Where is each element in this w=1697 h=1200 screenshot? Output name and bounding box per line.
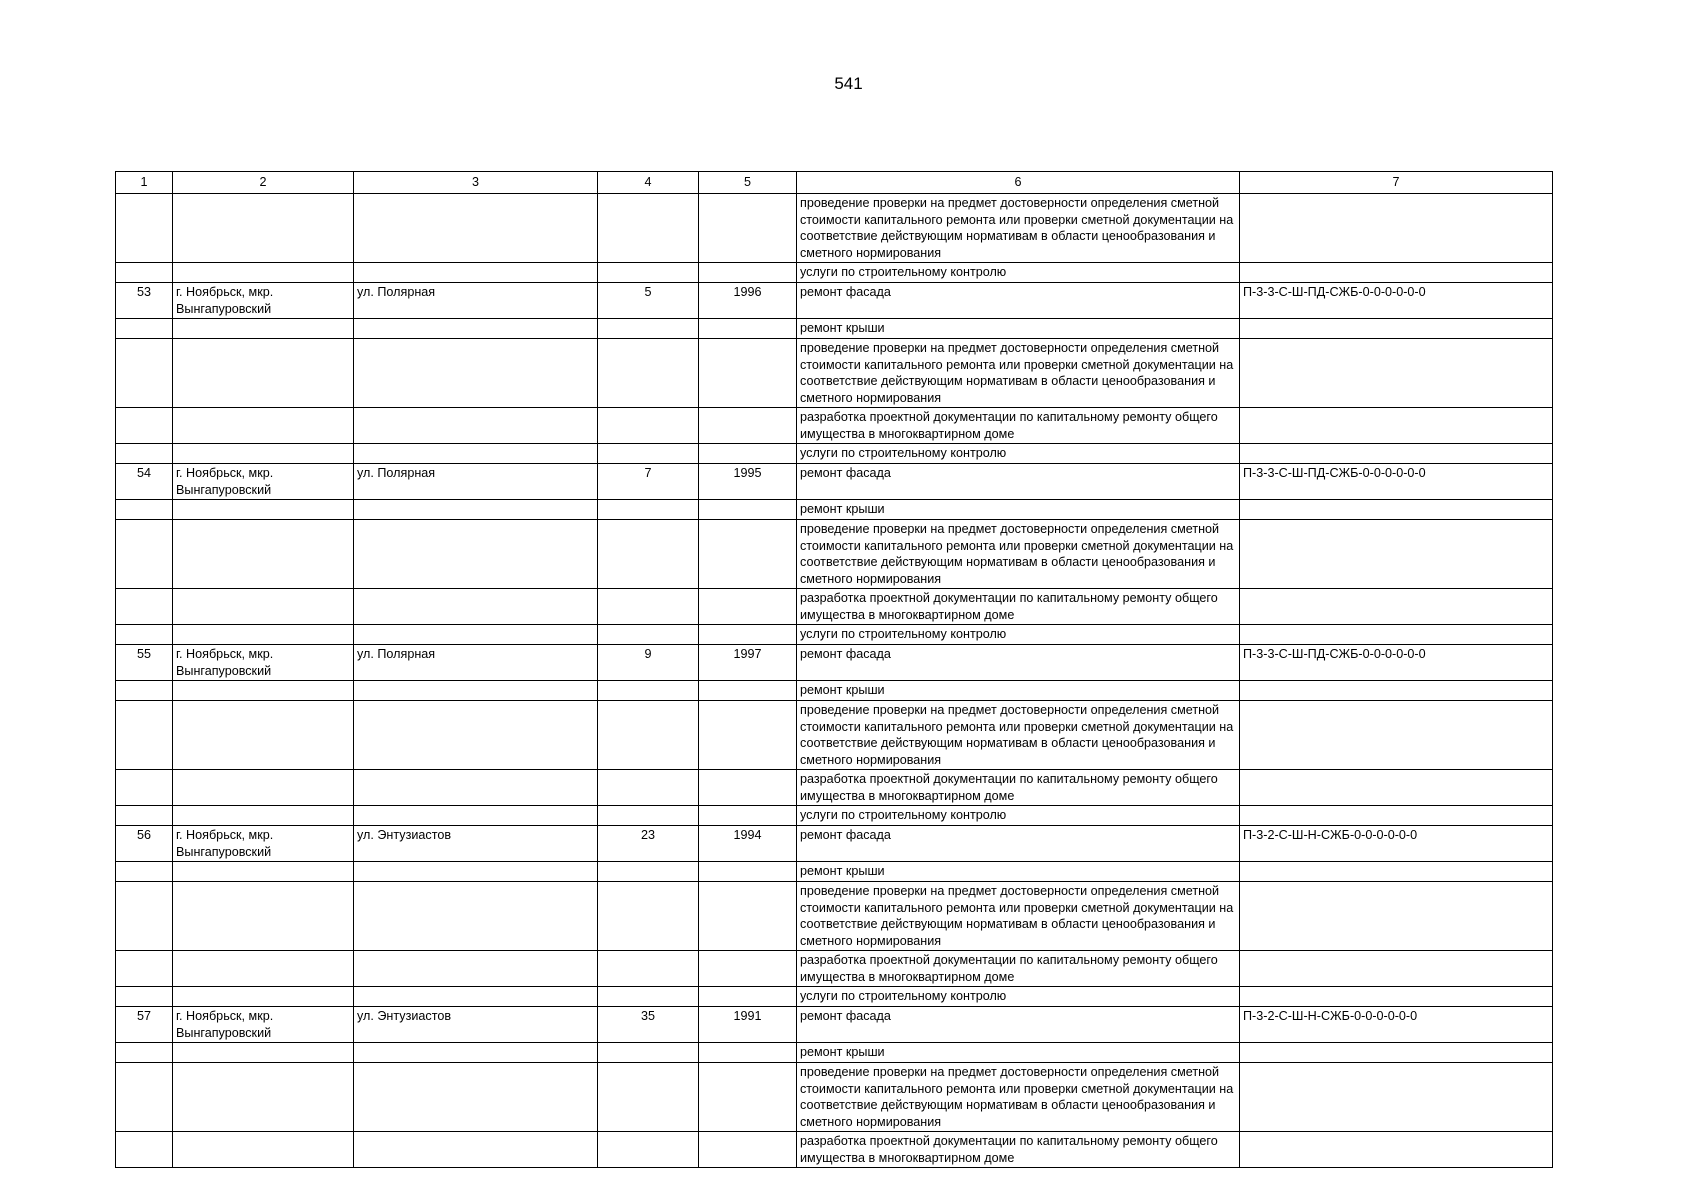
street-cell bbox=[354, 1132, 598, 1168]
column-header-5: 5 bbox=[699, 172, 797, 194]
building-code-cell bbox=[1240, 1132, 1553, 1168]
table-row bbox=[116, 862, 1553, 882]
house-number-cell: 5 bbox=[598, 283, 699, 319]
building-code-cell: П-3-2-С-Ш-Н-СЖБ-0-0-0-0-0-0 bbox=[1240, 1007, 1553, 1043]
row-number-cell bbox=[116, 1043, 173, 1063]
table-row bbox=[116, 625, 1553, 645]
building-code-cell bbox=[1240, 520, 1553, 589]
table-row bbox=[116, 681, 1553, 701]
row-number-cell bbox=[116, 319, 173, 339]
building-code-cell bbox=[1240, 625, 1553, 645]
table-row bbox=[116, 589, 1553, 625]
street-cell bbox=[354, 770, 598, 806]
locality-cell bbox=[173, 862, 354, 882]
build-year-cell bbox=[699, 520, 797, 589]
table-row bbox=[116, 770, 1553, 806]
build-year-cell bbox=[699, 882, 797, 951]
street-cell: ул. Энтузиастов bbox=[354, 826, 598, 862]
work-type-cell: ремонт фасада bbox=[797, 283, 1240, 319]
house-number-cell bbox=[598, 500, 699, 520]
house-number-cell bbox=[598, 862, 699, 882]
repair-schedule-table bbox=[115, 171, 1553, 1168]
column-header-2: 2 bbox=[173, 172, 354, 194]
building-code-cell bbox=[1240, 408, 1553, 444]
row-number-cell: 55 bbox=[116, 645, 173, 681]
building-code-cell bbox=[1240, 882, 1553, 951]
work-type-cell: разработка проектной документации по капитальному ремонту общего имущества в многоквартирном доме bbox=[797, 1132, 1240, 1168]
street-cell bbox=[354, 444, 598, 464]
work-type-cell: разработка проектной документации по капитальному ремонту общего имущества в многоквартирном доме bbox=[797, 951, 1240, 987]
locality-cell: г. Ноябрьск, мкр. Вынгапуровский bbox=[173, 645, 354, 681]
build-year-cell: 1995 bbox=[699, 464, 797, 500]
house-number-cell bbox=[598, 319, 699, 339]
build-year-cell bbox=[699, 194, 797, 263]
house-number-cell bbox=[598, 681, 699, 701]
house-number-cell: 7 bbox=[598, 464, 699, 500]
house-number-cell bbox=[598, 770, 699, 806]
row-number-cell bbox=[116, 444, 173, 464]
build-year-cell bbox=[699, 339, 797, 408]
house-number-cell bbox=[598, 1132, 699, 1168]
build-year-cell bbox=[699, 1043, 797, 1063]
street-cell bbox=[354, 681, 598, 701]
building-code-cell bbox=[1240, 951, 1553, 987]
row-number-cell: 57 bbox=[116, 1007, 173, 1043]
column-header-3: 3 bbox=[354, 172, 598, 194]
build-year-cell bbox=[699, 625, 797, 645]
locality-cell bbox=[173, 589, 354, 625]
building-code-cell bbox=[1240, 1063, 1553, 1132]
house-number-cell: 23 bbox=[598, 826, 699, 862]
build-year-cell bbox=[699, 951, 797, 987]
house-number-cell: 35 bbox=[598, 1007, 699, 1043]
row-number-cell bbox=[116, 589, 173, 625]
work-type-cell: ремонт фасада bbox=[797, 464, 1240, 500]
work-type-cell: проведение проверки на предмет достоверности определения сметной стоимости капитального ремонта или проверки сметной документации на соответствие действующим нормативам в области ценообразования и сметного нормирования bbox=[797, 701, 1240, 770]
locality-cell bbox=[173, 520, 354, 589]
street-cell bbox=[354, 701, 598, 770]
build-year-cell bbox=[699, 500, 797, 520]
street-cell bbox=[354, 520, 598, 589]
house-number-cell bbox=[598, 1043, 699, 1063]
row-number-cell bbox=[116, 862, 173, 882]
table-row bbox=[116, 645, 1553, 681]
build-year-cell bbox=[699, 701, 797, 770]
building-code-cell bbox=[1240, 770, 1553, 806]
column-header-1: 1 bbox=[116, 172, 173, 194]
locality-cell bbox=[173, 770, 354, 806]
row-number-cell bbox=[116, 408, 173, 444]
locality-cell bbox=[173, 625, 354, 645]
locality-cell bbox=[173, 951, 354, 987]
house-number-cell bbox=[598, 1063, 699, 1132]
building-code-cell bbox=[1240, 444, 1553, 464]
table-row bbox=[116, 701, 1553, 770]
build-year-cell bbox=[699, 589, 797, 625]
table-row bbox=[116, 194, 1553, 263]
build-year-cell bbox=[699, 806, 797, 826]
build-year-cell: 1997 bbox=[699, 645, 797, 681]
house-number-cell bbox=[598, 987, 699, 1007]
build-year-cell bbox=[699, 1132, 797, 1168]
page-number: 541 bbox=[834, 74, 863, 93]
row-number-cell bbox=[116, 1132, 173, 1168]
street-cell: ул. Полярная bbox=[354, 645, 598, 681]
row-number-cell bbox=[116, 806, 173, 826]
build-year-cell bbox=[699, 681, 797, 701]
street-cell bbox=[354, 408, 598, 444]
table-row bbox=[116, 500, 1553, 520]
building-code-cell bbox=[1240, 681, 1553, 701]
building-code-cell bbox=[1240, 319, 1553, 339]
house-number-cell bbox=[598, 194, 699, 263]
build-year-cell bbox=[699, 263, 797, 283]
table-row bbox=[116, 283, 1553, 319]
table-row bbox=[116, 987, 1553, 1007]
building-code-cell: П-3-3-С-Ш-ПД-СЖБ-0-0-0-0-0-0 bbox=[1240, 283, 1553, 319]
building-code-cell bbox=[1240, 589, 1553, 625]
work-type-cell: проведение проверки на предмет достоверности определения сметной стоимости капитального ремонта или проверки сметной документации на соответствие действующим нормативам в области ценообразования и сметного нормирования bbox=[797, 882, 1240, 951]
street-cell: ул. Энтузиастов bbox=[354, 1007, 598, 1043]
work-type-cell: проведение проверки на предмет достоверности определения сметной стоимости капитального ремонта или проверки сметной документации на соответствие действующим нормативам в области ценообразования и сметного нормирования bbox=[797, 1063, 1240, 1132]
table-row bbox=[116, 806, 1553, 826]
building-code-cell bbox=[1240, 194, 1553, 263]
table-row bbox=[116, 1063, 1553, 1132]
column-header-4: 4 bbox=[598, 172, 699, 194]
locality-cell bbox=[173, 1063, 354, 1132]
street-cell bbox=[354, 1063, 598, 1132]
row-number-cell bbox=[116, 951, 173, 987]
house-number-cell bbox=[598, 408, 699, 444]
work-type-cell: услуги по строительному контролю bbox=[797, 806, 1240, 826]
house-number-cell bbox=[598, 806, 699, 826]
work-type-cell: разработка проектной документации по капитальному ремонту общего имущества в многоквартирном доме bbox=[797, 770, 1240, 806]
row-number-cell: 56 bbox=[116, 826, 173, 862]
street-cell bbox=[354, 862, 598, 882]
table-header bbox=[116, 172, 1553, 194]
table-row bbox=[116, 520, 1553, 589]
building-code-cell bbox=[1240, 701, 1553, 770]
house-number-cell bbox=[598, 701, 699, 770]
house-number-cell bbox=[598, 625, 699, 645]
house-number-cell bbox=[598, 589, 699, 625]
work-type-cell: ремонт фасада bbox=[797, 1007, 1240, 1043]
street-cell bbox=[354, 589, 598, 625]
work-type-cell: ремонт крыши bbox=[797, 500, 1240, 520]
table-body bbox=[116, 194, 1553, 1168]
work-type-cell: ремонт фасада bbox=[797, 826, 1240, 862]
house-number-cell bbox=[598, 882, 699, 951]
locality-cell bbox=[173, 408, 354, 444]
locality-cell: г. Ноябрьск, мкр. Вынгапуровский bbox=[173, 826, 354, 862]
row-number-cell bbox=[116, 987, 173, 1007]
row-number-cell: 53 bbox=[116, 283, 173, 319]
build-year-cell: 1996 bbox=[699, 283, 797, 319]
locality-cell bbox=[173, 339, 354, 408]
table-row bbox=[116, 951, 1553, 987]
header-row bbox=[116, 172, 1553, 194]
build-year-cell bbox=[699, 862, 797, 882]
table-row bbox=[116, 444, 1553, 464]
building-code-cell bbox=[1240, 987, 1553, 1007]
row-number-cell: 54 bbox=[116, 464, 173, 500]
table-row bbox=[116, 1132, 1553, 1168]
street-cell bbox=[354, 806, 598, 826]
row-number-cell bbox=[116, 520, 173, 589]
street-cell: ул. Полярная bbox=[354, 283, 598, 319]
locality-cell bbox=[173, 806, 354, 826]
street-cell bbox=[354, 987, 598, 1007]
building-code-cell: П-3-3-С-Ш-ПД-СЖБ-0-0-0-0-0-0 bbox=[1240, 645, 1553, 681]
row-number-cell bbox=[116, 339, 173, 408]
row-number-cell bbox=[116, 1063, 173, 1132]
locality-cell bbox=[173, 500, 354, 520]
house-number-cell bbox=[598, 520, 699, 589]
locality-cell bbox=[173, 319, 354, 339]
work-type-cell: разработка проектной документации по капитальному ремонту общего имущества в многоквартирном доме bbox=[797, 408, 1240, 444]
building-code-cell bbox=[1240, 1043, 1553, 1063]
locality-cell bbox=[173, 1043, 354, 1063]
building-code-cell bbox=[1240, 339, 1553, 408]
build-year-cell bbox=[699, 987, 797, 1007]
street-cell bbox=[354, 319, 598, 339]
street-cell bbox=[354, 951, 598, 987]
work-type-cell: разработка проектной документации по капитальному ремонту общего имущества в многоквартирном доме bbox=[797, 589, 1240, 625]
house-number-cell bbox=[598, 339, 699, 408]
table-row bbox=[116, 339, 1553, 408]
locality-cell bbox=[173, 882, 354, 951]
locality-cell bbox=[173, 444, 354, 464]
build-year-cell bbox=[699, 1063, 797, 1132]
work-type-cell: ремонт фасада bbox=[797, 645, 1240, 681]
house-number-cell: 9 bbox=[598, 645, 699, 681]
row-number-cell bbox=[116, 770, 173, 806]
work-type-cell: ремонт крыши bbox=[797, 319, 1240, 339]
table-row bbox=[116, 319, 1553, 339]
locality-cell bbox=[173, 987, 354, 1007]
build-year-cell bbox=[699, 770, 797, 806]
house-number-cell bbox=[598, 263, 699, 283]
work-type-cell: услуги по строительному контролю bbox=[797, 263, 1240, 283]
street-cell bbox=[354, 263, 598, 283]
row-number-cell bbox=[116, 681, 173, 701]
table-row bbox=[116, 408, 1553, 444]
table-row bbox=[116, 464, 1553, 500]
column-header-6: 6 bbox=[797, 172, 1240, 194]
work-type-cell: услуги по строительному контролю bbox=[797, 444, 1240, 464]
row-number-cell bbox=[116, 701, 173, 770]
building-code-cell bbox=[1240, 263, 1553, 283]
work-type-cell: услуги по строительному контролю bbox=[797, 987, 1240, 1007]
table-row bbox=[116, 882, 1553, 951]
locality-cell bbox=[173, 1132, 354, 1168]
row-number-cell bbox=[116, 882, 173, 951]
house-number-cell bbox=[598, 444, 699, 464]
building-code-cell bbox=[1240, 500, 1553, 520]
row-number-cell bbox=[116, 194, 173, 263]
work-type-cell: услуги по строительному контролю bbox=[797, 625, 1240, 645]
row-number-cell bbox=[116, 625, 173, 645]
locality-cell: г. Ноябрьск, мкр. Вынгапуровский bbox=[173, 464, 354, 500]
table-row bbox=[116, 1007, 1553, 1043]
locality-cell: г. Ноябрьск, мкр. Вынгапуровский bbox=[173, 283, 354, 319]
build-year-cell bbox=[699, 319, 797, 339]
table-row bbox=[116, 826, 1553, 862]
work-type-cell: проведение проверки на предмет достоверности определения сметной стоимости капитального ремонта или проверки сметной документации на соответствие действующим нормативам в области ценообразования и сметного нормирования bbox=[797, 194, 1240, 263]
work-type-cell: проведение проверки на предмет достоверности определения сметной стоимости капитального ремонта или проверки сметной документации на соответствие действующим нормативам в области ценообразования и сметного нормирования bbox=[797, 339, 1240, 408]
building-code-cell: П-3-3-С-Ш-ПД-СЖБ-0-0-0-0-0-0 bbox=[1240, 464, 1553, 500]
street-cell bbox=[354, 625, 598, 645]
build-year-cell bbox=[699, 408, 797, 444]
locality-cell bbox=[173, 701, 354, 770]
building-code-cell bbox=[1240, 806, 1553, 826]
work-type-cell: ремонт крыши bbox=[797, 681, 1240, 701]
work-type-cell: ремонт крыши bbox=[797, 862, 1240, 882]
street-cell bbox=[354, 500, 598, 520]
locality-cell bbox=[173, 681, 354, 701]
build-year-cell bbox=[699, 444, 797, 464]
locality-cell bbox=[173, 194, 354, 263]
street-cell: ул. Полярная bbox=[354, 464, 598, 500]
work-type-cell: ремонт крыши bbox=[797, 1043, 1240, 1063]
street-cell bbox=[354, 339, 598, 408]
table-row bbox=[116, 1043, 1553, 1063]
building-code-cell: П-3-2-С-Ш-Н-СЖБ-0-0-0-0-0-0 bbox=[1240, 826, 1553, 862]
build-year-cell: 1991 bbox=[699, 1007, 797, 1043]
column-header-7: 7 bbox=[1240, 172, 1553, 194]
locality-cell: г. Ноябрьск, мкр. Вынгапуровский bbox=[173, 1007, 354, 1043]
house-number-cell bbox=[598, 951, 699, 987]
street-cell bbox=[354, 882, 598, 951]
work-type-cell: проведение проверки на предмет достоверности определения сметной стоимости капитального ремонта или проверки сметной документации на соответствие действующим нормативам в области ценообразования и сметного нормирования bbox=[797, 520, 1240, 589]
street-cell bbox=[354, 1043, 598, 1063]
table-row bbox=[116, 263, 1553, 283]
row-number-cell bbox=[116, 500, 173, 520]
row-number-cell bbox=[116, 263, 173, 283]
street-cell bbox=[354, 194, 598, 263]
build-year-cell: 1994 bbox=[699, 826, 797, 862]
locality-cell bbox=[173, 263, 354, 283]
building-code-cell bbox=[1240, 862, 1553, 882]
